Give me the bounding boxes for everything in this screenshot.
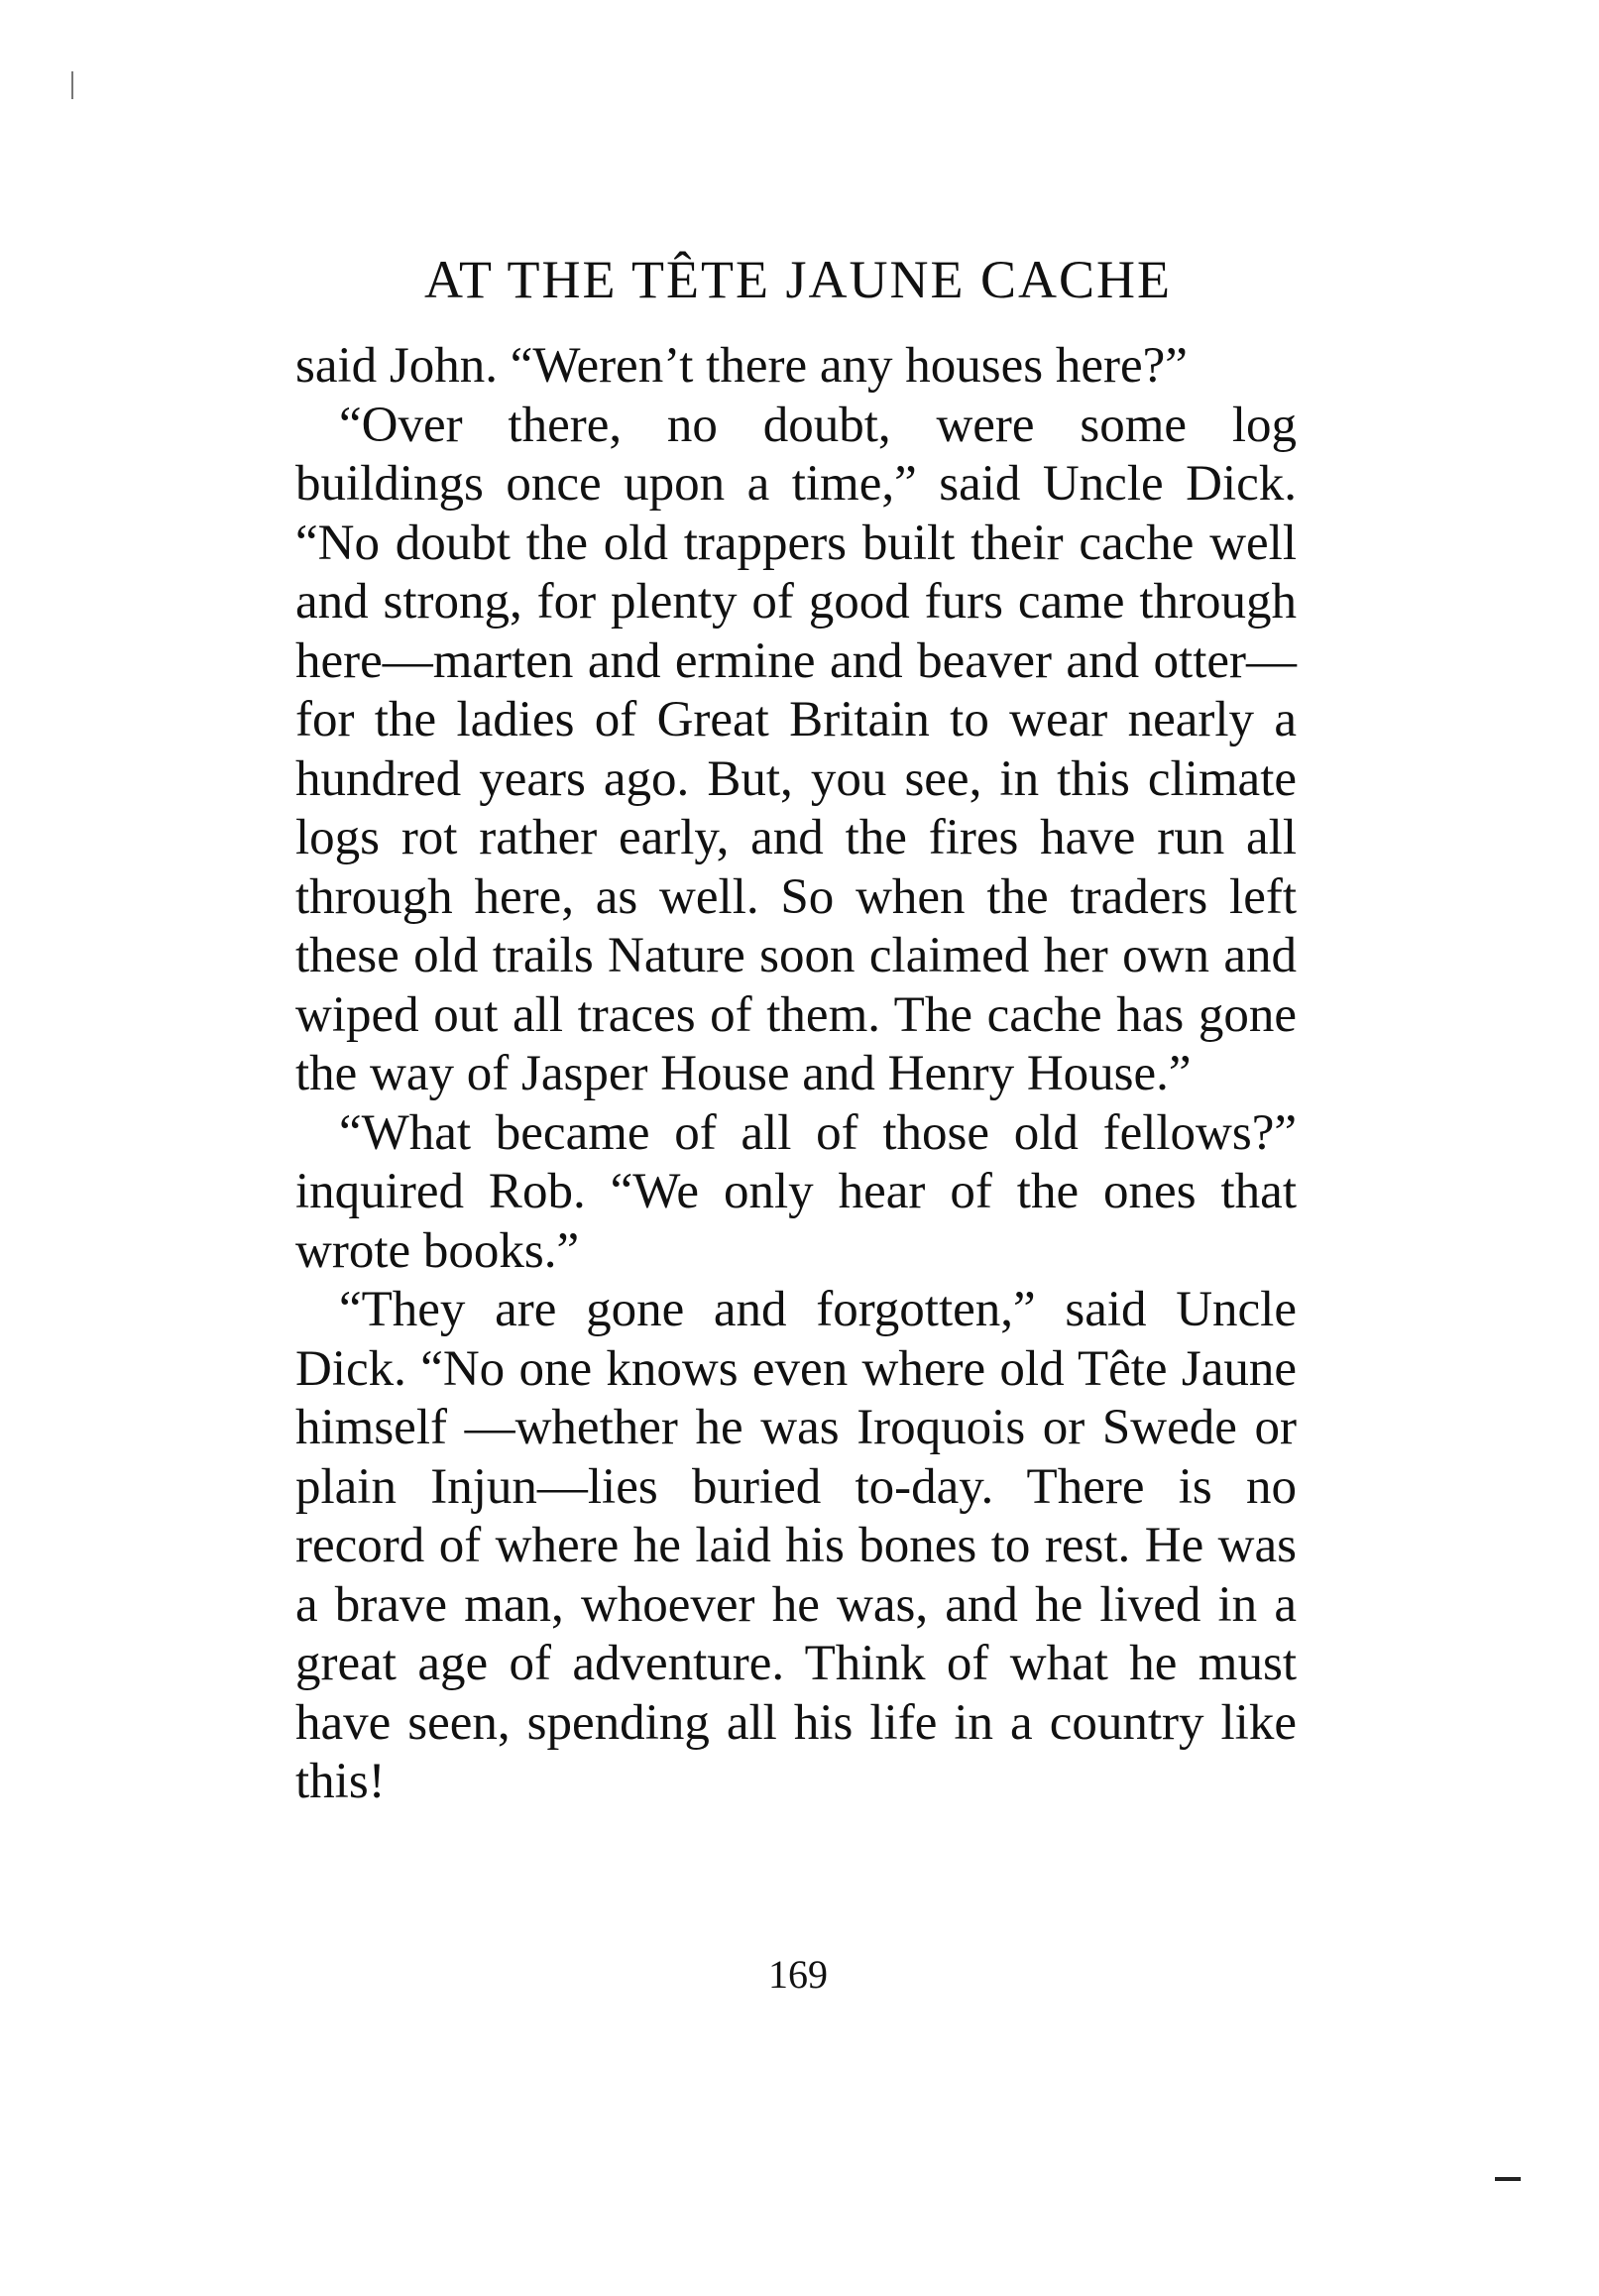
paragraph: “They are gone and forgotten,” said Uncle Dick. “No one knows even where old Tête Jaune himself —whether he was Iroquois or Swede or plain Injun—lies buried to-day. There is no record of where he laid his bones to rest. He was a brave man, whoever he was, and he lived in a great age of adventure. Think of what he must have seen, spending all his life in a country like this!	[295, 1282, 1297, 1809]
paragraph: “Over there, no doubt, were some log buildings once upon a time,” said Uncle Dick. “No doubt the old trappers built their cache well and strong, for plenty of good furs came through here—marten and ermine and beaver and otter—for the ladies of Great Britain to wear nearly a hundred years ago. But, you see, in this climate logs rot rather early, and the fires have run all through here, as well. So when the traders left these old trails Nature soon claimed her own and wiped out all traces of them. The cache has gone the way of Jasper House and Henry House.”	[295, 397, 1297, 1101]
body-text	[295, 337, 1297, 1812]
paragraph: “What became of all of those old fellows?” inquired Rob. “We only hear of the ones that wrote books.”	[295, 1104, 1297, 1279]
scan-edge-mark	[1495, 2177, 1521, 2181]
paragraph: said John. “Weren’t there any houses here?”	[295, 338, 1188, 394]
running-head: AT THE TÊTE JAUNE CACHE	[424, 250, 1172, 309]
page-number: 169	[768, 1952, 828, 1997]
scan-margin-mark	[71, 71, 73, 99]
